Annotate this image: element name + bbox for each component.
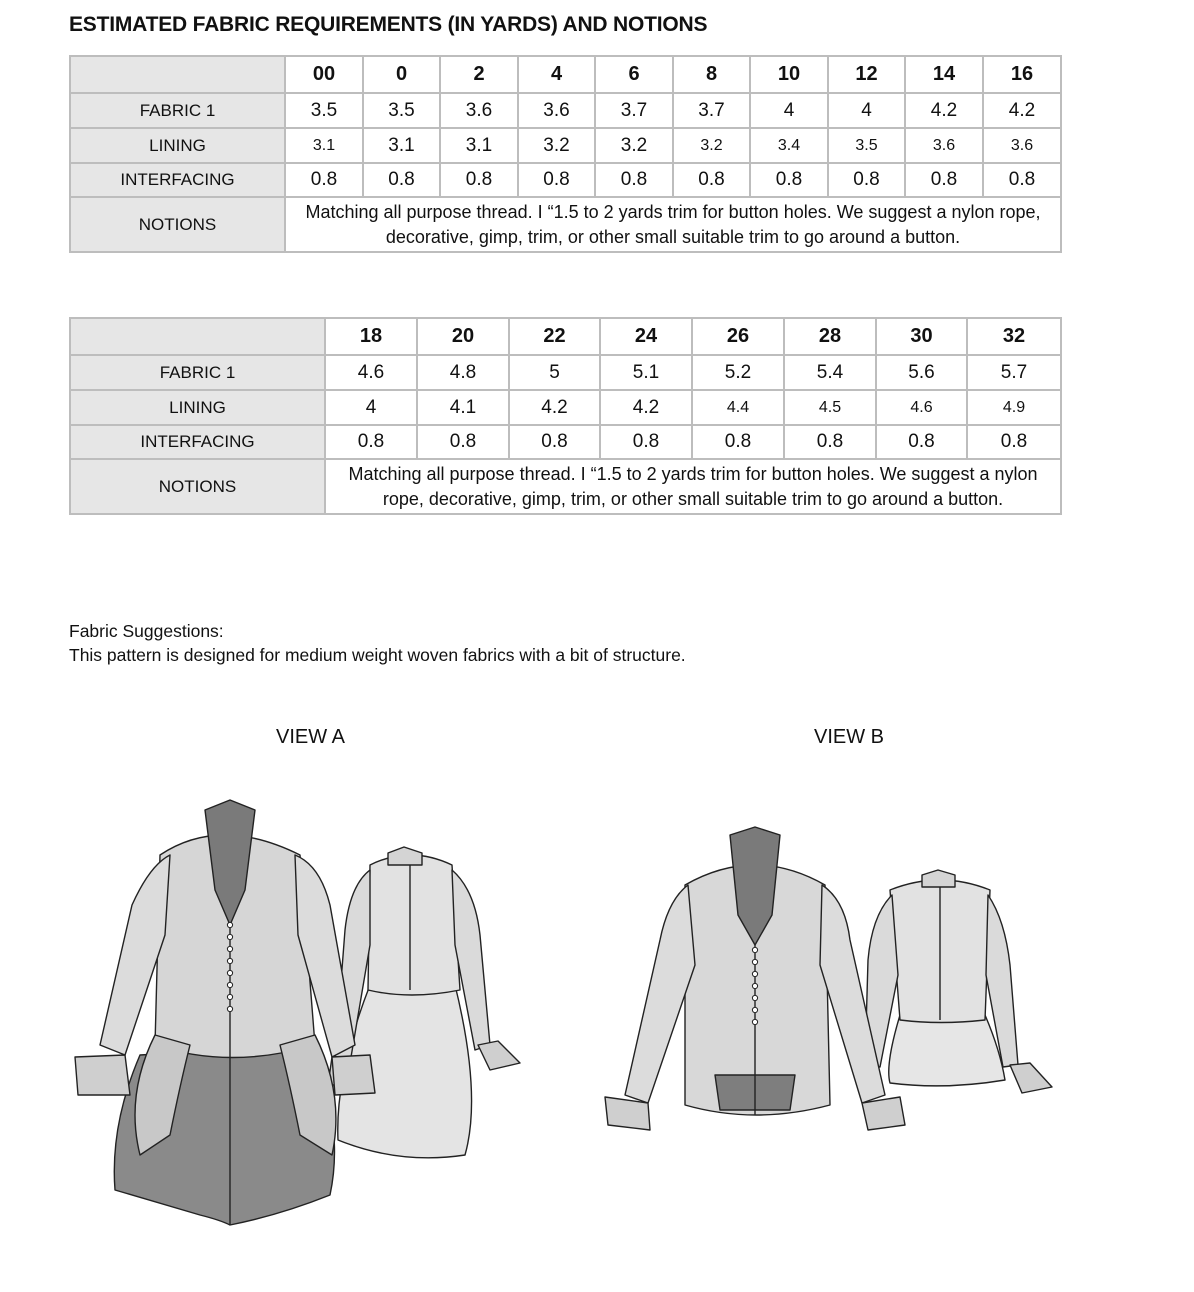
table-cell: 5 [509, 355, 600, 390]
view-b-front-jacket [605, 827, 905, 1130]
size-header: 14 [905, 56, 983, 93]
row-label: INTERFACING [70, 163, 285, 197]
notions-row [70, 197, 1061, 252]
table-cell: 3.1 [440, 128, 518, 163]
table-cell: 5.6 [876, 355, 967, 390]
size-header: 0 [363, 56, 440, 93]
table-cell: 4.9 [967, 390, 1061, 425]
table-cell: 0.8 [983, 163, 1061, 197]
table-cell: 3.7 [595, 93, 673, 128]
notions-text [285, 197, 1061, 252]
table-row [70, 355, 1061, 390]
view-a-front-jacket [75, 800, 375, 1225]
table-cell: 4.2 [983, 93, 1061, 128]
size-header: 6 [595, 56, 673, 93]
size-header: 26 [692, 318, 784, 355]
notions-line: Matching all purpose thread. I “1.5 to 2 yards trim for button holes. We suggest a nylon [348, 463, 1038, 484]
table-cell: 4.8 [417, 355, 509, 390]
size-header: 32 [967, 318, 1061, 355]
size-header: 4 [518, 56, 595, 93]
table-cell: 0.8 [692, 425, 784, 459]
fabric-table-sizes-18-32 [69, 317, 1062, 515]
table-cell: 0.8 [828, 163, 905, 197]
size-header: 10 [750, 56, 828, 93]
table-cell: 3.7 [673, 93, 750, 128]
size-header: 00 [285, 56, 363, 93]
table-cell: 3.2 [595, 128, 673, 163]
row-label: INTERFACING [70, 425, 325, 459]
view-b-label: VIEW B [814, 726, 885, 748]
table-cell: 5.1 [600, 355, 692, 390]
size-header: 28 [784, 318, 876, 355]
table-cell: 3.6 [983, 128, 1061, 163]
row-label: NOTIONS [70, 459, 325, 514]
table-cell: 4 [325, 390, 417, 425]
size-header: 18 [325, 318, 417, 355]
view-a-illustration [70, 795, 530, 1235]
corner-cell [70, 56, 285, 93]
table-cell: 4.5 [784, 390, 876, 425]
table-cell: 4.2 [509, 390, 600, 425]
table-cell: 0.8 [967, 425, 1061, 459]
table-cell: 4.6 [325, 355, 417, 390]
table-cell: 0.8 [905, 163, 983, 197]
notions-line: Matching all purpose thread. I “1.5 to 2 yards trim for button holes. We suggest a nylon rope, [305, 201, 1041, 222]
size-header: 12 [828, 56, 905, 93]
size-header: 2 [440, 56, 518, 93]
fabric-suggestions-text: This pattern is designed for medium weight woven fabrics with a bit of structure. [69, 645, 686, 665]
notions-line: decorative, gimp, trim, or other small suitable trim to go around a button. [385, 226, 961, 247]
size-header-row [70, 318, 1061, 355]
size-header: 8 [673, 56, 750, 93]
table-cell: 3.5 [363, 93, 440, 128]
notions-row [70, 459, 1061, 514]
fabric-table-sizes-00-16 [69, 55, 1062, 253]
page-title: ESTIMATED FABRIC REQUIREMENTS (IN YARDS) AND NOTIONS [69, 13, 708, 36]
table-cell: 0.8 [750, 163, 828, 197]
row-label: FABRIC 1 [70, 93, 285, 128]
table-cell: 3.4 [750, 128, 828, 163]
view-a-back-jacket [328, 847, 520, 1158]
table-cell: 4 [750, 93, 828, 128]
table-row [70, 425, 1061, 459]
table-cell: 4 [828, 93, 905, 128]
table-cell: 4.6 [876, 390, 967, 425]
table-cell: 5.2 [692, 355, 784, 390]
table-cell: 0.8 [673, 163, 750, 197]
notions-line: rope, decorative, gimp, trim, or other small suitable trim to go around a button. [382, 488, 1004, 509]
table-cell: 5.4 [784, 355, 876, 390]
row-label: LINING [70, 390, 325, 425]
table-cell: 3.2 [673, 128, 750, 163]
fabric-suggestions-heading: Fabric Suggestions: [69, 621, 224, 641]
table-cell: 0.8 [509, 425, 600, 459]
table-cell: 0.8 [600, 425, 692, 459]
table-row [70, 93, 1061, 128]
table-cell: 3.6 [518, 93, 595, 128]
row-label: LINING [70, 128, 285, 163]
size-header: 22 [509, 318, 600, 355]
table-cell: 3.5 [285, 93, 363, 128]
table-cell: 0.8 [595, 163, 673, 197]
table-cell: 0.8 [325, 425, 417, 459]
table-cell: 0.8 [518, 163, 595, 197]
table-cell: 3.6 [905, 128, 983, 163]
table-cell: 4.2 [905, 93, 983, 128]
table-cell: 3.1 [363, 128, 440, 163]
table-cell: 3.5 [828, 128, 905, 163]
table-row [70, 163, 1061, 197]
size-header: 20 [417, 318, 509, 355]
row-label: NOTIONS [70, 197, 285, 252]
view-b-back-jacket [865, 870, 1052, 1093]
table-cell: 0.8 [784, 425, 876, 459]
size-header-row [70, 56, 1061, 93]
corner-cell [70, 318, 325, 355]
table-cell: 5.7 [967, 355, 1061, 390]
view-a-label: VIEW A [276, 726, 345, 748]
table-cell: 0.8 [440, 163, 518, 197]
fabric-suggestions [69, 619, 686, 667]
table-cell: 0.8 [285, 163, 363, 197]
table-row [70, 390, 1061, 425]
table-cell: 0.8 [363, 163, 440, 197]
view-b-illustration [600, 825, 1060, 1145]
table-cell: 3.2 [518, 128, 595, 163]
row-label: FABRIC 1 [70, 355, 325, 390]
table-cell: 3.1 [285, 128, 363, 163]
table-cell: 0.8 [417, 425, 509, 459]
notions-text [325, 459, 1061, 514]
table-cell: 4.2 [600, 390, 692, 425]
size-header: 16 [983, 56, 1061, 93]
table-cell: 4.1 [417, 390, 509, 425]
size-header: 30 [876, 318, 967, 355]
size-header: 24 [600, 318, 692, 355]
table-cell: 3.6 [440, 93, 518, 128]
table-cell: 0.8 [876, 425, 967, 459]
table-cell: 4.4 [692, 390, 784, 425]
table-row [70, 128, 1061, 163]
